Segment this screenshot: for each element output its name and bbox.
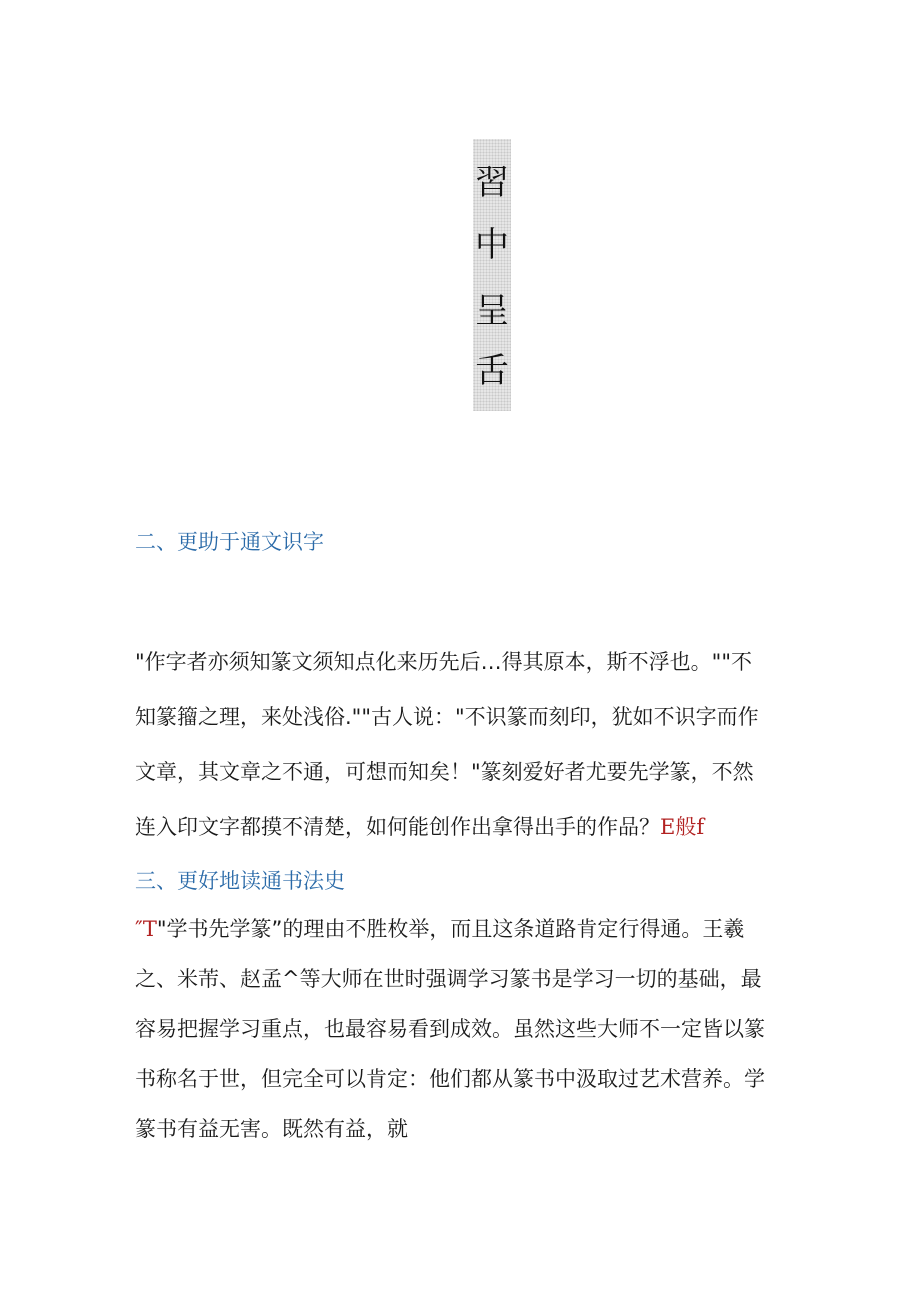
calligraphy-glyph: 呈 (475, 291, 509, 331)
section-2-line-text: 连入印文字都摸不清楚，如何能创作出拿得出手的作品？ (135, 815, 660, 839)
section-3-line (135, 914, 744, 944)
section-3-heading: 三、更好地读通书法史 (135, 869, 345, 893)
section-3-line-text: "学书先学篆”的理由不胜枚举，而且这条道路肯定行得通。王羲 (156, 917, 745, 941)
section-2-line (135, 812, 704, 842)
calligraphy-image (473, 139, 511, 411)
ocr-artifact-text: ″T (135, 917, 157, 941)
section-2-line: 文章，其文章之不通，可想而知矣！"篆刻爱好者尤要先学篆，不然 (135, 760, 754, 784)
calligraphy-glyph: 舌 (475, 351, 509, 391)
section-3-line: 书称名于世，但完全可以肯定：他们都从篆书中汲取过艺术营养。学 (135, 1067, 765, 1091)
calligraphy-glyph: 中 (475, 225, 509, 265)
section-2-line: "作字者亦须知篆文须知点化来历先后…得其原本，斯不浮也。""不 (135, 650, 752, 674)
calligraphy-glyph: 習 (475, 163, 509, 203)
section-3-line: 之、米芾、赵孟^等大师在世时强调学习篆书是学习一切的基础，最 (135, 967, 762, 991)
ocr-artifact-text: E般f (660, 815, 705, 839)
section-2-line: 知篆籀之理，来处浅俗.""古人说："不识篆而刻印，犹如不识字而作 (135, 705, 759, 729)
section-3-line: 篆书有益无害。既然有益，就 (135, 1117, 408, 1141)
section-3-line: 容易把握学习重点，也最容易看到成效。虽然这些大师不一定皆以篆 (135, 1017, 765, 1041)
section-2-heading: 二、更助于通文识字 (135, 530, 324, 554)
